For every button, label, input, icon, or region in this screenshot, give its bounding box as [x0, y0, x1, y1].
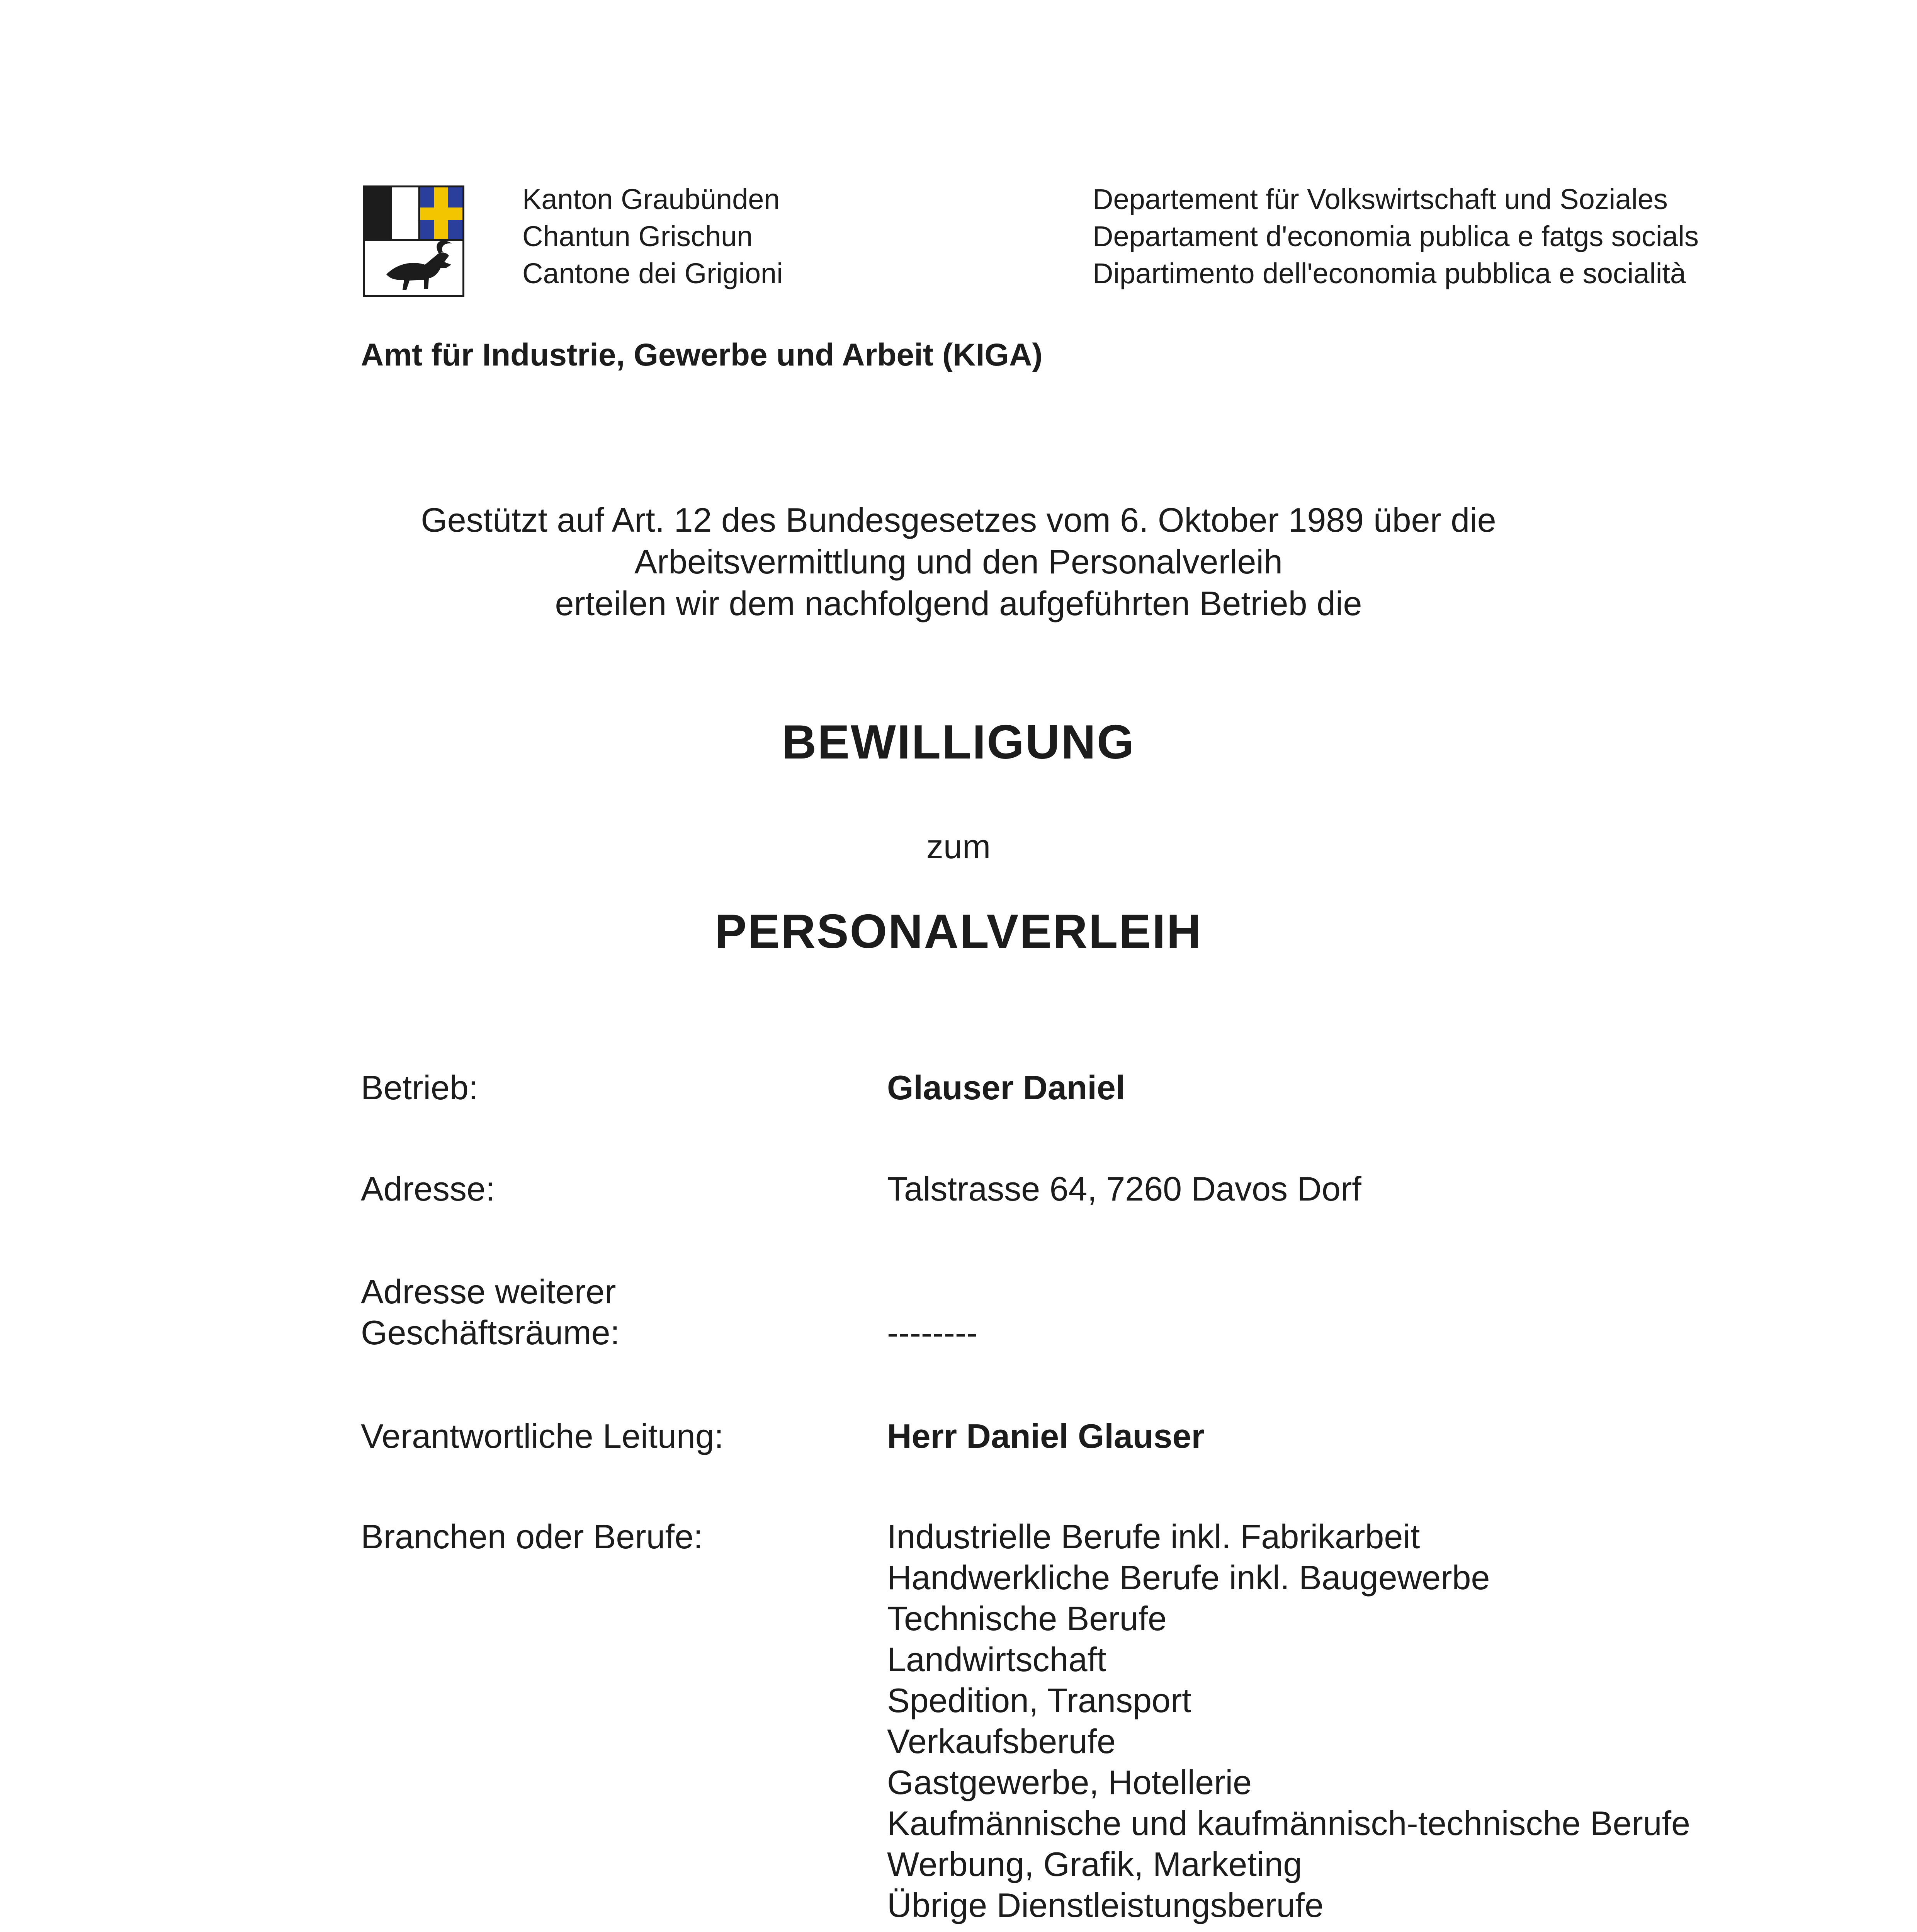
department-name-block — [1093, 181, 1699, 292]
list-item: Landwirtschaft — [887, 1640, 1106, 1679]
betrieb-label: Betrieb: — [361, 1068, 478, 1107]
list-item: Technische Berufe — [887, 1599, 1167, 1638]
office-name: Amt für Industrie, Gewerbe und Arbeit (KIGA) — [361, 337, 1043, 372]
leitung-value: Herr Daniel Glauser — [887, 1417, 1205, 1455]
list-item: Übrige Dienstleistungsberufe — [887, 1886, 1324, 1924]
canton-name-rm: Chantun Grischun — [522, 220, 753, 252]
canton-name-block — [522, 181, 783, 292]
weitere-label-line: Geschäftsräume: — [361, 1313, 620, 1352]
intro-line: erteilen wir dem nachfolgend aufgeführten Betrieb die — [555, 584, 1362, 622]
intro-line: Gestützt auf Art. 12 des Bundesgesetzes vom 6. Oktober 1989 über die — [421, 501, 1496, 539]
department-name-de: Departement für Volkswirtschaft und Soziales — [1093, 183, 1668, 215]
canton-name-it: Cantone dei Grigioni — [522, 257, 783, 289]
list-item: Gastgewerbe, Hotellerie — [887, 1763, 1252, 1801]
branchen-label: Branchen oder Berufe: — [361, 1517, 703, 1556]
intro-line: Arbeitsvermittlung und den Personalverleih — [634, 543, 1283, 581]
weitere-label-line: Adresse weiterer — [361, 1272, 616, 1311]
list-item: Handwerkliche Berufe inkl. Baugewerbe — [887, 1558, 1490, 1597]
document-title: BEWILLIGUNG — [782, 716, 1135, 769]
leitung-label: Verantwortliche Leitung: — [361, 1417, 724, 1455]
canton-name-de: Kanton Graubünden — [522, 183, 780, 215]
department-name-rm: Departament d'economia publica e fatgs socials — [1093, 220, 1699, 252]
intro-paragraph — [0, 499, 1917, 624]
document-title-connector: zum — [926, 827, 991, 866]
branchen-list — [887, 1516, 1690, 1926]
list-item: Spedition, Transport — [887, 1681, 1191, 1719]
document-subtitle: PERSONALVERLEIH — [714, 905, 1203, 958]
list-item: Kaufmännische und kaufmännisch-technische Berufe — [887, 1804, 1690, 1842]
betrieb-value: Glauser Daniel — [887, 1068, 1125, 1107]
list-item: Industrielle Berufe inkl. Fabrikarbeit — [887, 1517, 1420, 1556]
adresse-value: Talstrasse 64, 7260 Davos Dorf — [887, 1170, 1361, 1208]
weitere-geschaeftsraeume-label — [361, 1271, 620, 1353]
list-item: Verkaufsberufe — [887, 1722, 1116, 1760]
department-name-it: Dipartimento dell'economia pubblica e socialità — [1093, 257, 1686, 289]
list-item: Werbung, Grafik, Marketing — [887, 1845, 1302, 1883]
graubuenden-coat-of-arms-icon — [363, 185, 464, 297]
adresse-label: Adresse: — [361, 1170, 495, 1208]
weitere-geschaeftsraeume-value: -------- — [887, 1313, 978, 1352]
